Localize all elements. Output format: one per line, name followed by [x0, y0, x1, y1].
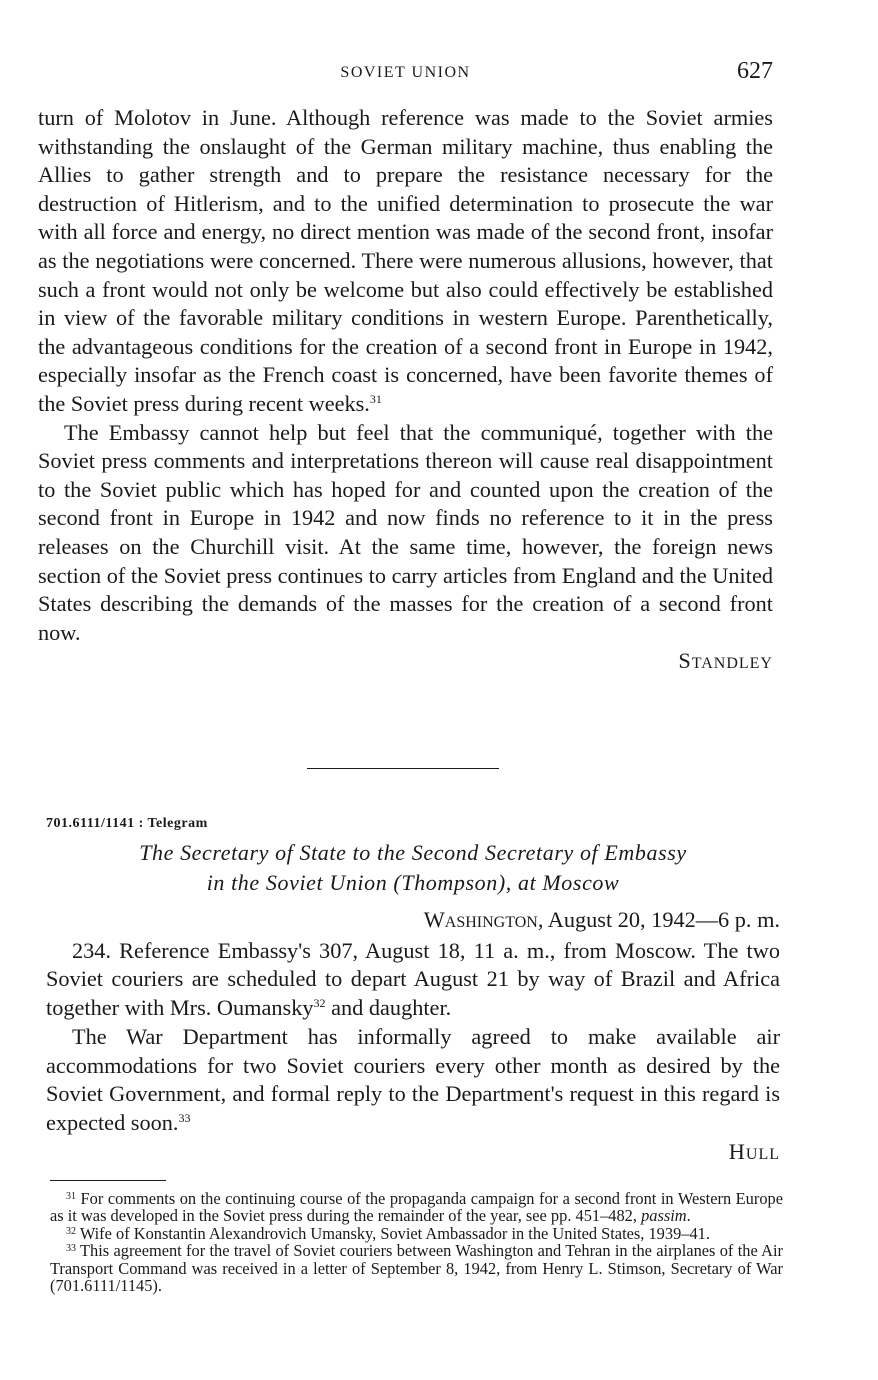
footnote-text: . — [686, 1206, 691, 1226]
footnote-text: passim — [641, 1206, 687, 1226]
footnotes — [50, 1190, 783, 1294]
paragraph — [46, 937, 780, 1023]
document-title-line: in the Soviet Union (Thompson), at Moscow — [206, 870, 620, 895]
document-title — [46, 838, 780, 898]
paragraph — [46, 1023, 780, 1138]
dateline — [46, 906, 780, 935]
file-reference: 701.6111/1141 : Telegram — [46, 816, 208, 831]
footnote — [50, 1190, 783, 1225]
footnote-reference: 33 — [178, 1110, 191, 1125]
footnote-text: For comments on the continuing course of the propaganda campaign for a second front in Western Europe as it was developed in the Soviet press during the remainder of the year, see pp. 451–482, — [50, 1189, 783, 1226]
document-title-line: The Secretary of State to the Second Secretary of Embassy — [139, 840, 687, 865]
footnote-reference: 31 — [369, 391, 382, 406]
footnote-mark: 31 — [66, 1191, 76, 1202]
running-head: SOVIET UNION — [340, 64, 471, 81]
paragraph-text: and daughter. — [325, 995, 452, 1021]
continued-telegram-text — [38, 104, 773, 676]
footnote-divider — [50, 1180, 166, 1181]
dateline-date: , August 20, 1942—6 p. m. — [537, 907, 780, 932]
paragraph — [38, 104, 773, 419]
section-divider — [307, 768, 499, 769]
footnote-mark: 33 — [66, 1243, 76, 1255]
paragraph-text: 234. Reference Embassy's 307, August 18, 11 a. m., from Moscow. The two Soviet couriers are scheduled to depart August 21 by way of Brazil and Africa together with Mrs. Oumansky — [46, 937, 780, 1021]
footnote-text: This agreement for the travel of Soviet couriers between Washington and Tehran in the airplanes of the Air Transport Command was received in a letter of September 8, 1942, from Henry L. Stimson, Secretary of War (701.6111/1145). — [50, 1241, 783, 1296]
paragraph-text: turn of Molotov in June. Although reference was made to the Soviet armies withstanding the onslaught of the German military machine, thus enabling the Allies to gather strength and to prepare the resistance necessary for the destruction of Hitlerism, and to the unified determination to prosecute the war with all force and energy, no direct mention was made of the second front, insofar as the negotiations were concerned. There were numerous allusions, however, that such a front would not only be welcome but also could effectively be established in view of the favorable military conditions in western Europe. Parenthetically, the advantageous conditions for the creation of a second front in Europe in 1942, especially insofar as the French coast is concerned, have been favorite themes of the Soviet press during recent weeks. — [38, 105, 773, 416]
footnote — [50, 1225, 783, 1242]
signature: Standley — [678, 648, 773, 674]
page-header — [38, 58, 773, 88]
footnote-text: Wife of Konstantin Alexandrovich Umansky, Soviet Ambassador in the United States, 1939–41. — [79, 1223, 710, 1243]
telegram-text — [46, 906, 780, 1166]
footnote-reference: 32 — [313, 996, 326, 1011]
page-number: 627 — [737, 58, 773, 84]
footnote — [50, 1242, 783, 1294]
footnote-mark: 32 — [66, 1225, 76, 1237]
paragraph-text: The War Department has informally agreed to make available air accommodations for two Soviet couriers every other month as desired by the Soviet Government, and formal reply to the Department's request in this regard is expected soon. — [46, 1023, 780, 1135]
signature: Hull — [728, 1138, 780, 1164]
dateline-place: Washington — [423, 907, 538, 932]
paragraph: The Embassy cannot help but feel that the communiqué, together with the Soviet press comments and interpretations thereon will cause real disappointment to the Soviet public which has hoped for and counted upon the creation of the second front in Europe in 1942 and now finds no reference to it in the press releases on the Churchill visit. At the same time, however, the foreign news section of the Soviet press continues to carry articles from England and the United States describing the demands of the masses for the creation of a second front now. — [38, 419, 773, 645]
